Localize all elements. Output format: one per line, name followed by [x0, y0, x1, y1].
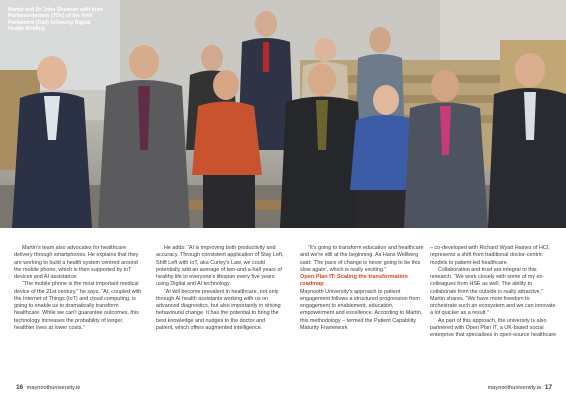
footer-site-left[interactable]: maynoothuniversity.ie — [26, 385, 81, 391]
paragraph: “It's going to transform education and healthcare and we're still at the beginning. As Hans Wellberg said: ‘The pace of change is never going to be this slow again’, which is really exciting.” — [300, 245, 424, 273]
paragraph: He adds: “AI is improving both productivity and accuracy. Through consistent application of Stay Left, Shift Left with IoT, aka Curley's Law, we could potentially add an average of two-and-a-half years of healthy life to everyone's lifespan every five years using Digital and AI technology. — [156, 245, 284, 288]
article-column-4 — [430, 245, 558, 339]
section-heading: Open Plan IT: Scaling the transformation roadmap — [300, 274, 408, 288]
photo-caption: Martin and Dr John Sheahan with Irish Parliamentarians (TDs) of the Irish Parliament (Dáil) following Digital Health Briefing — [8, 7, 103, 33]
paragraph: As part of this approach, the university is also partnered with Open Plan IT, a UK-based social enterprise that specialises in open-source healthcare — [430, 317, 557, 338]
article-column-3 — [300, 245, 428, 332]
paragraph: “The mobile phone is the most important medical device of the 21st century,” he says. “AI, coupled with the Internet of Things (IoT) and cloud computing, is going to enable us to dramatically transform healthcare. While we can't guarantee outcomes, this technology increases the probability of longer, healthier lives at lower costs.” — [14, 281, 142, 331]
page-number-right: 17 — [544, 384, 552, 391]
paragraph: – co-developed with Richard Wyatt Haines of HCI, represents a shift from traditional doctor-centric models to patient-led healthcare. — [430, 245, 550, 266]
article-column-1 — [14, 245, 142, 332]
footer-right — [488, 384, 554, 392]
paragraph: “AI will become prevalent in healthcare, not only through AI health assistants working with us on advanced diagnostics, but also importantly in driving behavioural change. It has the potential to bring the best knowledge and nudges to the doctor and patient, which offers augmented intelligence. — [156, 288, 281, 331]
paragraph: Martin's team also advocates for healthcare delivery through smartphones. He explains that they are working to build a health system centred around the mobile phone, which is then supported by IoT devices and AI assistance: — [14, 245, 139, 280]
footer-left — [14, 384, 80, 392]
paragraph: Collaboration and trust are integral to this research. “We work closely with some of my ex-colleagues from HSE as well. The ability to collaborate from the outside is really attractive,” Martin shares. “We have more freedom to orchestrate such an ecosystem and we can innovate a lot quicker as a result.” — [430, 266, 556, 317]
footer-site-right[interactable]: maynoothuniversity.ie — [487, 385, 542, 391]
paragraph: Maynooth University's approach to patient engagement follows a structured progression from engagement to enablement, education, empowerment and excellence. According to Martin, this methodology – termed the Patient Capability Maturity Framework — [300, 288, 423, 331]
page-number-left: 16 — [16, 384, 24, 391]
article-column-2 — [156, 245, 284, 332]
